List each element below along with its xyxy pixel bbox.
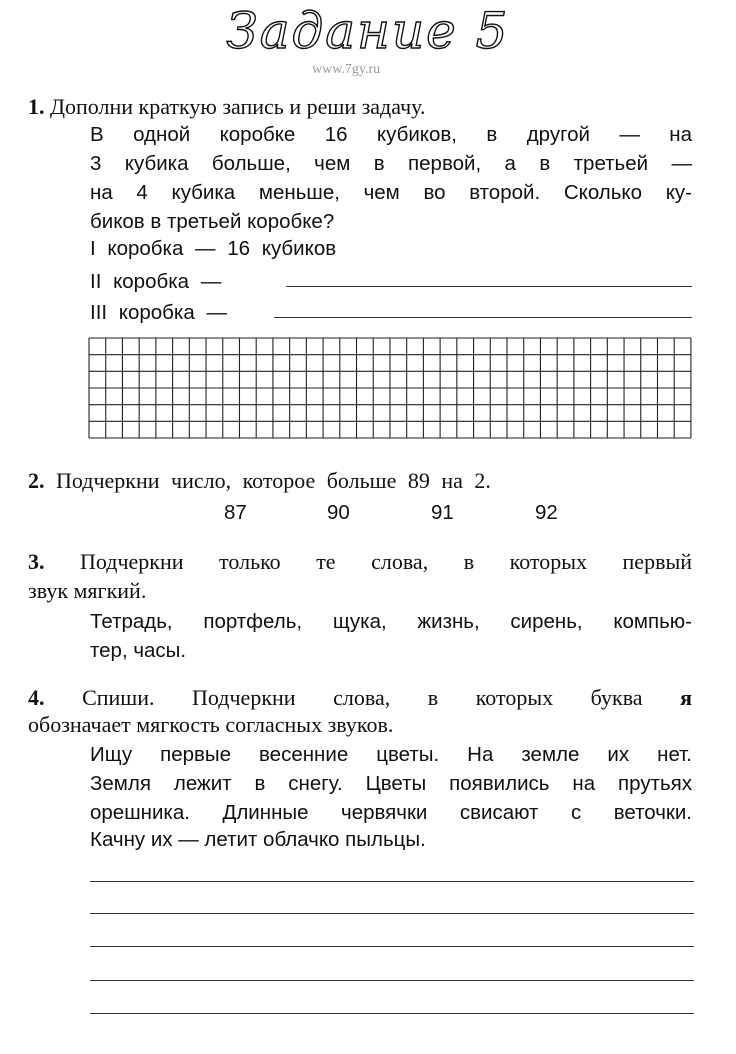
task4-number: 4.	[28, 685, 45, 710]
writing-line[interactable]	[90, 1013, 694, 1014]
task4-letter: я	[680, 685, 693, 710]
task4-text-line: Земля лежит в снегу. Цветы появились на прутьях	[90, 772, 692, 795]
answer-option[interactable]: 90	[327, 501, 350, 524]
task1-instruction: Дополни краткую запись и реши задачу.	[50, 94, 426, 119]
task2-number: 2.	[28, 468, 45, 493]
task3-instruction-cont: звук мягкий.	[28, 578, 147, 603]
task4-instruction-cont: обозначает мягкость согласных звуков.	[28, 712, 394, 737]
task3-instruction: Подчеркни только те слова, в которых первый	[80, 549, 693, 574]
writing-line[interactable]	[90, 881, 694, 882]
task2-heading	[28, 468, 491, 494]
page-title: Задание 5	[226, 2, 510, 60]
task4-heading	[28, 685, 692, 711]
task4-text-line: Ищу первые весенние цветы. На земле их нет.	[90, 743, 692, 766]
task1-number: 1.	[28, 94, 45, 119]
task1-heading	[28, 94, 425, 120]
calculation-grid[interactable]	[88, 337, 692, 439]
watermark: www.7gy.ru	[312, 62, 381, 77]
task4-text-line: орешника. Длинные червячки свисают с веточки.	[90, 801, 692, 824]
task3-words-line: тер, часы.	[90, 639, 187, 662]
task1-record-box1: I коробка — 16 кубиков	[90, 237, 337, 260]
task1-record-box2: II коробка —	[90, 270, 222, 293]
answer-option[interactable]: 87	[224, 501, 247, 524]
task3-words-line: Тетрадь, портфель, щука, жизнь, сирень, компью-	[90, 610, 692, 633]
task2-instruction: Подчеркни число, которое больше 89 на 2.	[56, 468, 491, 493]
writing-line[interactable]	[90, 946, 694, 947]
answer-line-box3[interactable]	[274, 317, 692, 318]
writing-line[interactable]	[90, 980, 694, 981]
answer-option[interactable]: 92	[535, 501, 558, 524]
task1-problem-line: 3 кубика больше, чем в первой, а в третьей —	[90, 152, 692, 175]
task4-instruction: Спиши. Подчеркни слова, в которых буква	[82, 685, 643, 710]
answer-line-box2[interactable]	[286, 286, 692, 287]
task4-text-line: Качну их — летит облачко пыльцы.	[90, 828, 426, 851]
task1-record-box3: III коробка —	[90, 301, 227, 324]
writing-line[interactable]	[90, 913, 694, 914]
task1-problem-line: В одной коробке 16 кубиков, в другой — на	[90, 123, 692, 146]
answer-option[interactable]: 91	[431, 501, 454, 524]
task3-number: 3.	[28, 549, 45, 574]
task3-heading	[28, 549, 692, 575]
task1-problem-line: на 4 кубика меньше, чем во второй. Сколько ку-	[90, 181, 692, 204]
task1-problem-line: биков в третьей коробке?	[90, 210, 335, 233]
